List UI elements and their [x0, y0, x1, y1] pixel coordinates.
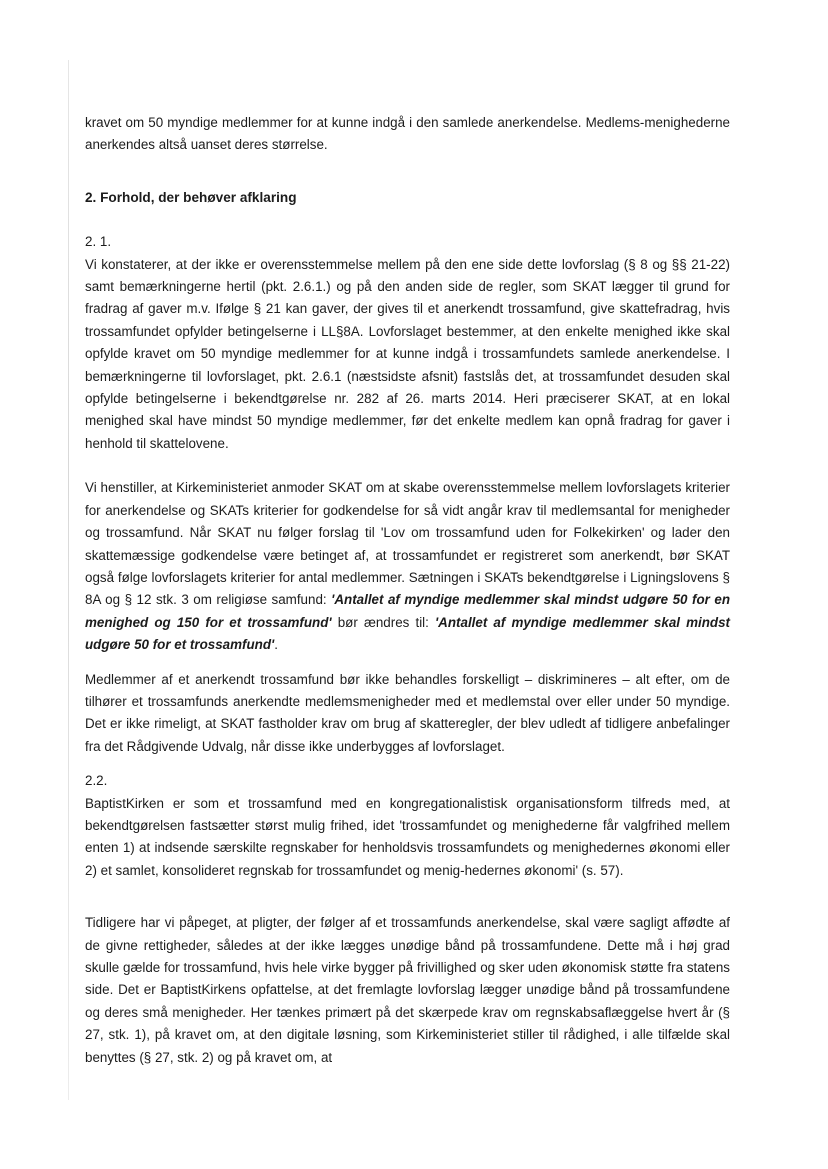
- recommendation-connector: bør ændres til:: [331, 614, 435, 630]
- scan-margin-line: [68, 60, 69, 1100]
- members-paragraph: Medlemmer af et anerkendt trossamfund bør ikke behandles forskelligt – diskrimineres – alt efter, om de tilhører et trossamfunds anerkendte medlemsmenigheder med et medlemstal over eller under 50 myndige. Det er ikke rimeligt, at SKAT fastholder krav om brug af skatteregler, der blev udledt af tidligere anbefalinger fra det Rådgivende Udvalg, når disse ikke underbygges af lovforslaget.: [85, 671, 730, 754]
- recommendation-text: Vi henstiller, at Kirkeministeriet anmoder SKAT om at skabe overensstemmelse mellem lovforslagets kriterier for anerkendelse og SKATs kriterier for godkendelse for så vidt angår krav til medlemsantal for menigheder og trossamfund. Når SKAT nu følger forslag til 'Lov om trossamfund uden for Folkekirken' og lader den skattemæssige godkendelse være betinget af, at trossamfundet er registreret som anerkendt, bør SKAT også følge lovforslagets kriterier for antal medlemmer. Sætningen i SKATs bekendtgørelse i Ligningslovens § 8A og § 12 stk. 3 om religiøse samfund:: [85, 480, 730, 608]
- section-heading: 2. Forhold, der behøver afklaring: [85, 189, 297, 205]
- document-page: [85, 112, 730, 1069]
- recommendation-paragraph: [85, 477, 730, 656]
- subsection-body-2-2: BaptistKirken er som et trossamfund med en kongregationalistisk organisationsform tilfreds med, at bekendtgørelsen fastsætter størst mulig frihed, idet 'trossamfundet og menighederne får valgfrihed mellem enten 1) at indsende særskilte regnskaber for henholdsvis trossamfundets og menighedernes økonomi eller 2) et samlet, konsolideret regnskab for trossamfundet og menig-hedernes økonomi' (s. 57).: [85, 795, 730, 878]
- recommendation-end: .: [274, 637, 278, 653]
- subsection-label-2-2: 2.2.: [85, 773, 108, 789]
- continuation-paragraph: kravet om 50 myndige medlemmer for at kunne indgå i den samlede anerkendelse. Medlems-menighederne anerkendes altså uanset deres størrelse.: [85, 115, 730, 153]
- proposed-rule-quote: 'Antallet af myndige medlemmer skal mindst udgøre 50 for et trossamfund': [85, 614, 731, 653]
- subsection-body-2-1: Vi konstaterer, at der ikke er overensstemmelse mellem på den ene side dette lovforslag (§ 8 og §§ 21-22) samt bemærkningerne hertil (pkt. 2.6.1.) og på den anden side de regler, som SKAT lægger til grund for fradrag af gaver m.v. Ifølge § 21 kan gaver, der gives til et anerkendt trossamfund, give skattefradrag, hvis trossamfundet opfylder betingelserne i LL§8A. Lovforslaget bestemmer, at den enkelte menighed ikke skal opfylde kravet om 50 myndige medlemmer for at kunne indgå i trossamfundets samlede anerkendelse. I bemærkningerne til lovforslaget, pkt. 2.6.1 (næstsidste afsnit) fastslås det, at trossamfundet desuden skal opfylde betingelserne i bekendtgørelse nr. 282 af 26. marts 2014. Heri præciserer SKAT, at en lokal menighed skal have mindst 50 myndige medlemmer, før det enkelte medlem kan opnå fradrag for gaver i henhold til skattelovene.: [85, 256, 730, 451]
- subsection-label-2-1: 2. 1.: [85, 234, 112, 250]
- current-rule-quote: 'Antallet af myndige medlemmer skal mindst udgøre 50 for en menighed og 150 for et trossamfund': [85, 592, 730, 630]
- obligations-paragraph: Tidligere har vi påpeget, at pligter, der følger af et trossamfunds anerkendelse, skal være sagligt affødte af de givne rettigheder, således at der ikke lægges unødige bånd på trossamfundene. Dette må i høj grad skulle gælde for trossamfund, hvis hele virke bygger på frivillighed og sker uden økonomisk støtte fra statens side. Det er BaptistKirkens opfattelse, at det fremlagte lovforslag lægger unødige bånd på trossamfundene og deres små menigheder. Her tænkes primært på det skærpede krav om regnskabsaflæggelse hvert år (§ 27, stk. 1), på kravet om, at den digitale løsning, som Kirkeministeriet stiller til rådighed, i alle tilfælde skal benyttes (§ 27, stk. 2) og på kravet om, at: [85, 915, 730, 1065]
